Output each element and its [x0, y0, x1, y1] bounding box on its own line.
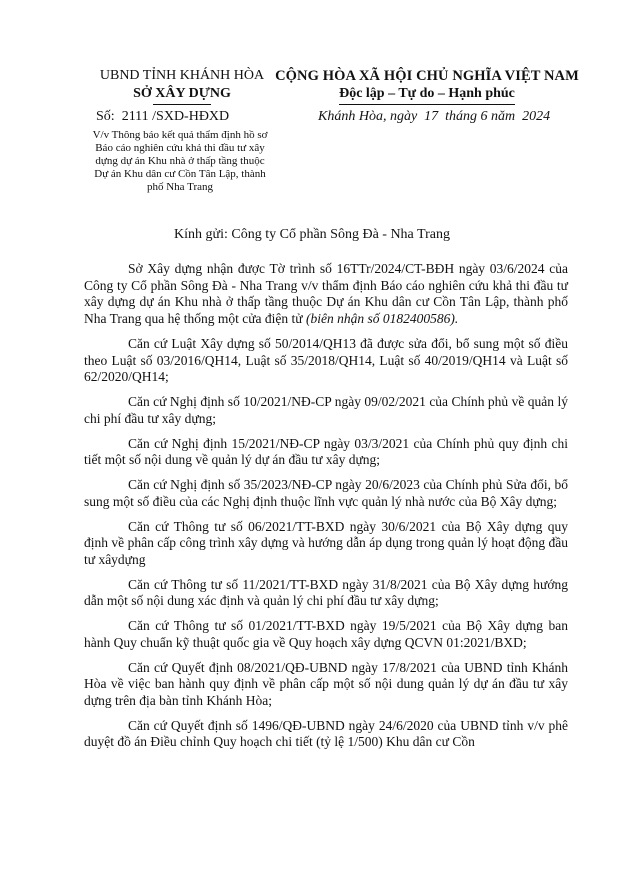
national-motto: Độc lập – Tự do – Hạnh phúc [339, 86, 515, 101]
receipt-note: (biên nhận số 0182400586). [305, 310, 459, 326]
document-body [84, 261, 568, 759]
number-value: 2111 [121, 109, 149, 124]
nation-title: CỘNG HÒA XÃ HỘI CHỦ NGHĨA VIỆT NAM [275, 68, 579, 84]
department-underline [153, 104, 211, 105]
recipient-line: Kính gửi: Công ty Cổ phần Sông Đà - Nha Trang [174, 227, 450, 242]
body-paragraph: Căn cứ Luật Xây dựng số 50/2014/QH13 đã được sửa đổi, bổ sung một số điều theo Luật số 03/2016/QH14, Luật số 35/2018/QH14, Luật số 40/2019/QH14 và Luật số 62/2020/QH14; [84, 336, 568, 384]
number-suffix: /SXD-HĐXD [152, 109, 230, 124]
document-subject: V/v Thông báo kết quả thẩm định hồ sơ Báo cáo nghiên cứu khả thi đầu tư xây dựng dự án Khu nhà ở thấp tầng thuộc Dự án Khu dân cư Cồn Tân Lập, thành phố Nha Trang [92, 129, 268, 193]
body-paragraph: Căn cứ Thông tư số 11/2021/TT-BXD ngày 31/8/2021 của Bộ Xây dựng hướng dẫn một số nội dung xác định và quản lý chi phí đầu tư xây dựng; [84, 576, 568, 608]
body-paragraph: Căn cứ Nghị định 15/2021/NĐ-CP ngày 03/3/2021 của Chính phủ quy định chi tiết một số nội dung về quản lý dự án đầu tư xây dựng; [84, 435, 568, 467]
issuing-agency-block [84, 67, 280, 105]
body-paragraph: Căn cứ Nghị định số 35/2023/NĐ-CP ngày 20/6/2023 của Chính phủ Sửa đổi, bổ sung một số điều của các Nghị định thuộc lĩnh vực quản lý nhà nước của Bộ Xây dựng; [84, 477, 568, 509]
motto-underline [339, 104, 515, 105]
number-label: Số: [96, 109, 115, 124]
place-date: Khánh Hòa, ngày 17 tháng 6 năm 2024 [318, 109, 551, 124]
body-paragraph: Sở Xây dựng nhận được Tờ trình số 16TTr/2024/CT-BĐH ngày 03/6/2024 của Công ty Cổ phần Sông Đà - Nha Trang v/v thẩm định Báo cáo nghiên cứu khả thi đầu tư xây dựng dự án Khu nhà ở thấp tầng thuộc Dự án Khu dân cư Cồn Tân Lập, thành phố Nha Trang qua hệ thống một cửa điện tử (biên nhận số 0182400586). [84, 261, 568, 326]
body-paragraph: Căn cứ Quyết định 08/2021/QĐ-UBND ngày 17/8/2021 của UBND tỉnh Khánh Hòa về việc ban hành quy định về phân cấp một số nội dung quản lý dự án đầu tư xây dựng trên địa bàn tỉnh Khánh Hòa; [84, 659, 568, 708]
body-paragraph: Căn cứ Quyết định số 1496/QĐ-UBND ngày 24/6/2020 của UBND tỉnh v/v phê duyệt đồ án Điều chỉnh Quy hoạch chi tiết (tỷ lệ 1/500) Khu dân cư Cồn [84, 717, 568, 749]
document-number [96, 108, 229, 126]
body-paragraph: Căn cứ Thông tư số 06/2021/TT-BXD ngày 30/6/2021 của Bộ Xây dựng quy định về phân cấp công trình xây dựng và hướng dẫn áp dụng trong quản lý hoạt động đầu tư xâydựng [84, 518, 568, 567]
body-paragraph: Căn cứ Nghị định số 10/2021/NĐ-CP ngày 09/02/2021 của Chính phủ về quản lý chi phí đầu tư xây dựng; [84, 394, 568, 426]
national-header-block [262, 67, 592, 105]
body-paragraph: Căn cứ Thông tư số 01/2021/TT-BXD ngày 19/5/2021 của Bộ Xây dựng ban hành Quy chuẩn kỹ thuật quốc gia về Quy hoạch xây dựng QCVN 01:2021/BXD; [84, 618, 568, 650]
agency-name: UBND TỈNH KHÁNH HÒA [99, 68, 265, 83]
department-name: SỞ XÂY DỰNG [133, 86, 231, 101]
